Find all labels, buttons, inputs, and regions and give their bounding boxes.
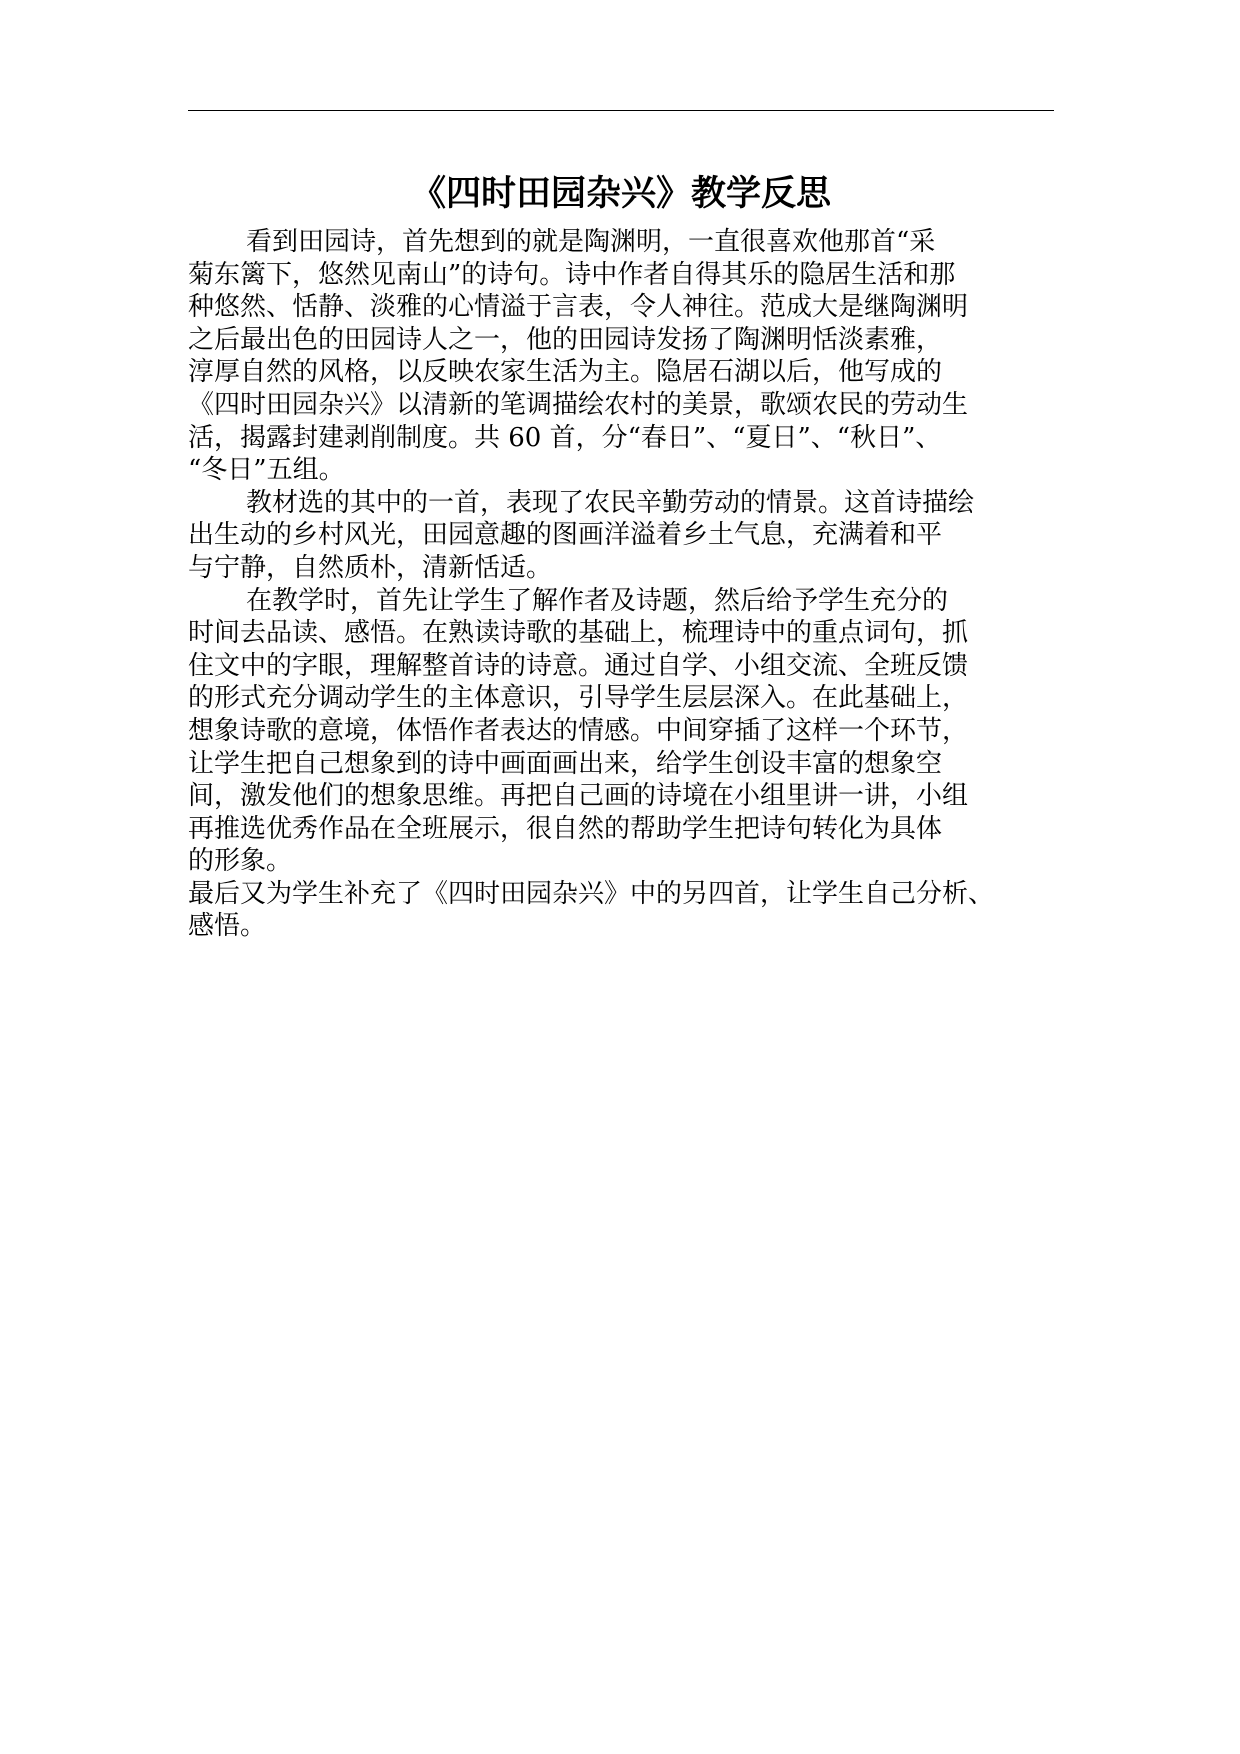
- body-line: 间，激发他们的想象思维。再把自己画的诗境在小组里讲一讲，小组: [188, 781, 969, 812]
- body-line: 再推选优秀作品在全班展示，很自然的帮助学生把诗句转化为具体: [188, 813, 943, 844]
- body-line: 最后又为学生补充了《四时田园杂兴》中的另四首，让学生自己分析、: [188, 878, 995, 909]
- body-line: 出生动的乡村风光，田园意趣的图画洋溢着乡土气息，充满着和平: [188, 520, 943, 551]
- body-line: 想象诗歌的意境，体悟作者表达的情感。中间穿插了这样一个环节，: [188, 715, 969, 746]
- body-line: 感悟。: [188, 911, 267, 942]
- body-line: 淳厚自然的风格，以反映农家生活为主。隐居石湖以后，他写成的: [188, 357, 943, 388]
- body-line: “冬日”五组。: [188, 455, 345, 486]
- header-rule: [188, 110, 1054, 111]
- body-line: 菊东篱下，悠然见南山”的诗句。诗中作者自得其乐的隐居生活和那: [188, 259, 956, 290]
- body-line: 看到田园诗，首先想到的就是陶渊明，一直很喜欢他那首“采: [246, 227, 936, 257]
- body-line: 住文中的字眼，理解整首诗的诗意。通过自学、小组交流、全班反馈: [188, 650, 969, 681]
- body-line: 在教学时，首先让学生了解作者及诗题，然后给予学生充分的: [246, 585, 949, 616]
- body-line: 《四时田园杂兴》以清新的笔调描绘农村的美景，歌颂农民的劳动生: [188, 389, 969, 420]
- body-line: 时间去品读、感悟。在熟读诗歌的基础上，梳理诗中的重点词句，抓: [188, 618, 969, 649]
- body-line: 让学生把自己想象到的诗中画面画出来，给学生创设丰富的想象空: [188, 748, 943, 779]
- body-line: 的形象。: [188, 846, 293, 877]
- document-title: 《四时田园杂兴》教学反思: [410, 173, 831, 214]
- body-line: 种悠然、恬静、淡雅的心情溢于言表，令人神往。范成大是继陶渊明: [188, 292, 969, 323]
- body-line: 之后最出色的田园诗人之一，他的田园诗发扬了陶渊明恬淡素雅，: [188, 324, 943, 355]
- body-line: 教材选的其中的一首，表现了农民辛勤劳动的情景。这首诗描绘: [246, 487, 975, 518]
- body-line: 活，揭露封建剥削制度。共 60 首，分“春日”、“夏日”、“秋日”、: [188, 422, 942, 453]
- body-line: 与宁静，自然质朴，清新恬适。: [188, 552, 553, 583]
- document-body: [188, 226, 1068, 943]
- body-line: 的形式充分调动学生的主体意识，引导学生层层深入。在此基础上，: [188, 683, 969, 714]
